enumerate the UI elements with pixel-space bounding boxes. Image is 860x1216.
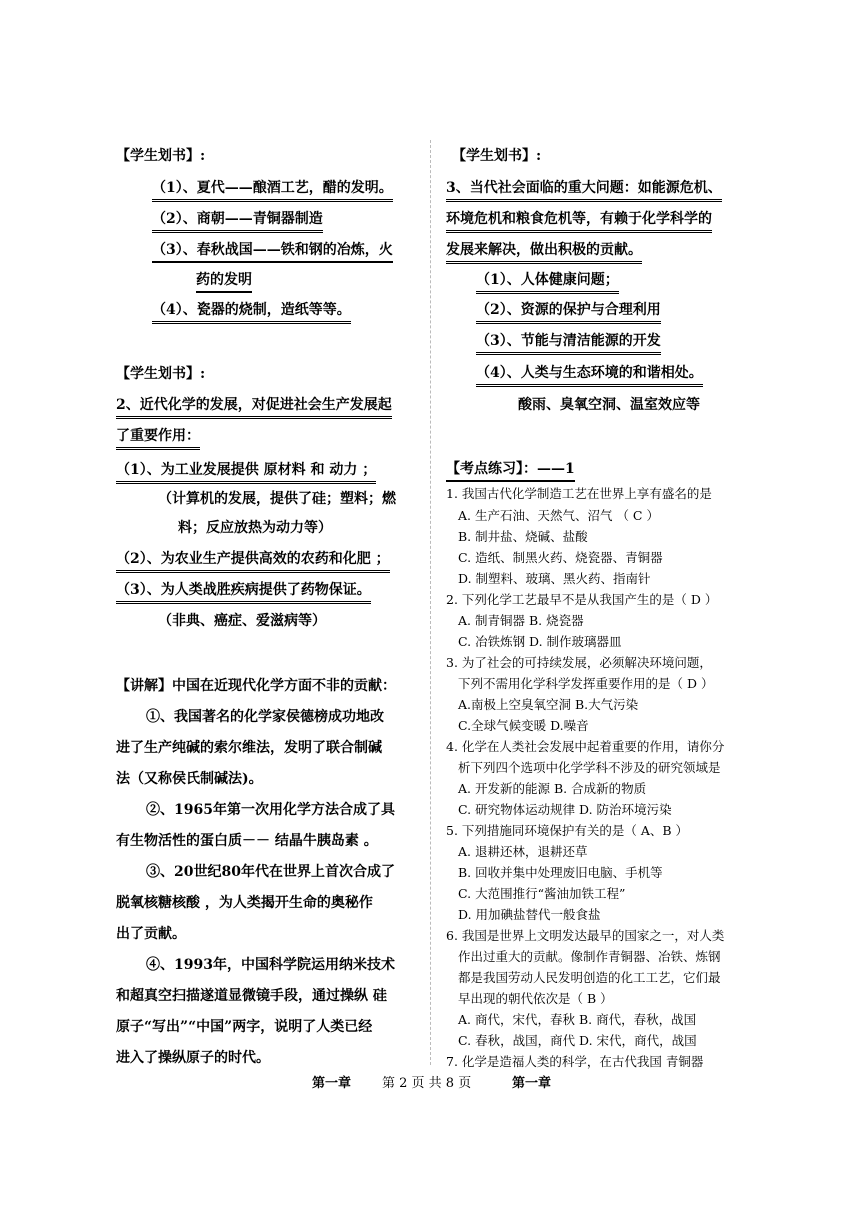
lecture-line: 和超真空扫描遂道显微镜手段，通过操纵 硅: [116, 988, 387, 1004]
lecture-line: 出了贡献。: [116, 926, 186, 942]
list-item: （3）、春秋战国——铁和钢的冶炼，火: [152, 240, 393, 263]
section-heading: 【学生划书】:: [452, 148, 542, 164]
paragraph-line: 环境危机和粮食危机等，有赖于化学科学的: [446, 209, 712, 233]
question-option: D. 制塑料、玻璃、黑火药、指南针: [458, 571, 651, 586]
practice-heading: 【考点练习】：——1: [446, 459, 575, 482]
question-option: A.南极上空臭氧空洞 B.大气污染: [458, 697, 639, 712]
paragraph-line: 2、近代化学的发展，对促进社会生产发展起: [116, 395, 392, 419]
lecture-line: ②、1965年第一次用化学方法合成了具: [146, 802, 395, 818]
lecture-line: 脱氧核糖核酸 ，为人类揭开生命的奥秘作: [116, 895, 373, 911]
question-option: C. 春秋，战国，商代 D. 宋代，商代，战国: [458, 1033, 697, 1048]
lecture-line: 法（又称侯氏制碱法)。: [116, 771, 263, 787]
question-line: 4. 化学在人类社会发展中起着重要的作用，请你分: [446, 739, 725, 754]
list-item: （1）、夏代——酿酒工艺，醋的发明。: [152, 178, 393, 202]
footer-chapter-left: 第一章: [312, 1076, 352, 1091]
question-option: A. 生产石油、天然气、沼气 （ C ）: [458, 508, 659, 523]
lecture-line: 进入了操纵原子的时代。: [116, 1050, 270, 1066]
question-option: C.全球气候变暖 D.噪音: [458, 718, 589, 733]
list-item: 药的发明: [196, 270, 252, 293]
question-line: 都是我国劳动人民发明创造的化工工艺，它们最: [458, 970, 721, 985]
question-option: A. 商代，宋代，春秋 B. 商代，春秋，战国: [458, 1012, 697, 1027]
list-item: （4）、人类与生态环境的和谐相处。: [476, 363, 703, 387]
footer-chapter-right: 第一章: [512, 1076, 552, 1091]
question-option: C. 冶铁炼钢 D. 制作玻璃器皿: [458, 634, 622, 649]
list-note: （非典、癌症、爱滋病等）: [158, 613, 326, 629]
question-option: C. 造纸、制黑火药、烧瓷器、青铜器: [458, 550, 663, 565]
list-item: （2）、商朝——青铜器制造: [152, 209, 323, 233]
question-line: 6. 我国是世界上文明发达最早的国家之一，对人类: [446, 928, 725, 943]
question-line: 早出现的朝代依次是（ B ）: [458, 991, 613, 1006]
list-item: （3）、为人类战胜疾病提供了药物保证。: [116, 580, 371, 604]
question-line: 7. 化学是造福人类的科学，在古代我国 青铜器: [446, 1054, 704, 1069]
lecture-heading: 【讲解】中国在近现代化学方面不非的贡献：: [116, 678, 396, 694]
question-line: 3. 为了社会的可持续发展，必须解决环境问题，: [446, 655, 712, 670]
question-line: 2. 下列化学工艺最早不是从我国产生的是（ D ）: [446, 592, 718, 607]
list-item: （1）、人体健康问题；: [476, 270, 619, 294]
list-item: （2）、为农业生产提供高效的农药和化肥 ；: [116, 549, 390, 573]
question-option: D. 用加碘盐替代一般食盐: [458, 907, 601, 922]
question-option: C. 研究物体运动规律 D. 防治环境污染: [458, 802, 672, 817]
paragraph-line: 3、当代社会面临的重大问题：如能源危机、: [446, 178, 722, 202]
list-note: （计算机的发展，提供了硅；塑料；燃: [158, 491, 396, 507]
question-line: 5. 下列措施同环境保护有关的是（ A、B ）: [446, 823, 689, 838]
lecture-line: 进了生产纯碱的索尔维法，发明了联合制碱: [116, 740, 382, 756]
section-heading: 【学生划书】:: [116, 366, 206, 382]
list-item: （4）、瓷器的烧制，造纸等等。: [152, 300, 351, 324]
lecture-line: 有生物活性的蛋白质－－ 结晶牛胰岛素 。: [116, 833, 378, 849]
paragraph-line: 发展来解决，做出积极的贡献。: [446, 240, 642, 264]
question-option: B. 制井盐、烧碱、盐酸: [458, 529, 588, 544]
question-option: A. 退耕还林，退耕还草: [458, 844, 588, 859]
list-item: （2）、资源的保护与合理利用: [476, 300, 661, 324]
list-note: 料；反应放热为动力等）: [178, 520, 332, 536]
paragraph-line: 了重要作用：: [116, 426, 200, 450]
list-item: （1）、为工业发展提供 原材料 和 动力 ；: [116, 460, 376, 484]
question-line: 下列不需用化学科学发挥重要作用的是（ D ）: [458, 676, 714, 691]
section-heading: 【学生划书】:: [116, 148, 206, 164]
question-option: A. 制青铜器 B. 烧瓷器: [458, 613, 584, 628]
question-line: 析下列四个选项中化学学科不涉及的研究领域是: [458, 760, 721, 775]
lecture-line: ③、20世纪80年代在世界上首次合成了: [146, 864, 395, 880]
question-option: C. 大范围推行“酱油加铁工程”: [458, 886, 626, 901]
lecture-line: 原子“写出”“中国”两字，说明了人类已经: [116, 1019, 373, 1035]
question-option: A. 开发新的能源 B. 合成新的物质: [458, 781, 647, 796]
list-item: （3）、节能与清洁能源的开发: [476, 331, 661, 355]
question-line: 作出过重大的贡献。像制作青铜器、冶铁、炼钢: [458, 949, 721, 964]
column-divider: [430, 140, 431, 1065]
lecture-line: ①、我国著名的化学家侯德榜成功地改: [146, 709, 384, 725]
page-number: 第 2 页 共 8 页: [382, 1076, 472, 1091]
question-line: 1. 我国古代化学制造工艺在世界上享有盛名的是: [446, 486, 712, 501]
question-option: B. 回收并集中处理废旧电脑、手机等: [458, 865, 663, 880]
list-note: 酸雨、臭氧空洞、温室效应等: [518, 397, 700, 413]
lecture-line: ④、1993年，中国科学院运用纳米技术: [146, 957, 395, 973]
